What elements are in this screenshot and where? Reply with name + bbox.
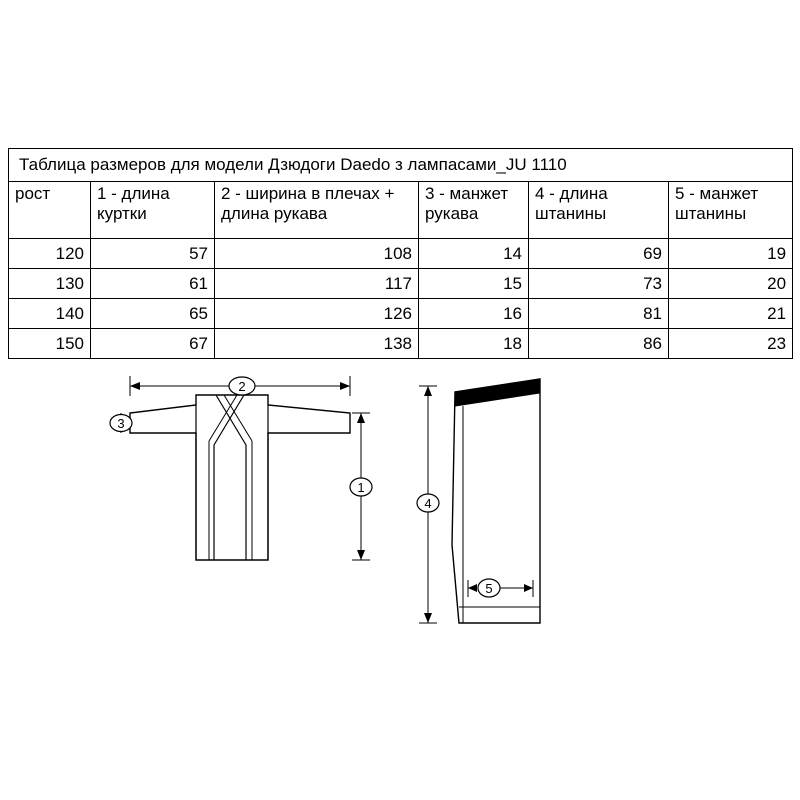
- cell-pant-length: 86: [529, 329, 669, 359]
- cell-jacket-length: 61: [91, 269, 215, 299]
- cell-pant-length: 69: [529, 239, 669, 269]
- cell-rost: 140: [9, 299, 91, 329]
- jacket-diagram: [110, 376, 372, 560]
- callout-label-3: 3: [117, 416, 125, 431]
- cell-sleeve-cuff: 14: [419, 239, 529, 269]
- cell-pant-cuff: 21: [669, 299, 793, 329]
- cell-sleeve-cuff: 16: [419, 299, 529, 329]
- callout-2: [229, 377, 255, 395]
- table-row: [9, 269, 793, 299]
- callout-label-2: 2: [238, 379, 246, 394]
- cell-shoulder-sleeve: 117: [215, 269, 419, 299]
- cell-shoulder-sleeve: 126: [215, 299, 419, 329]
- garment-diagrams: [0, 345, 800, 665]
- column-header-shoulder-sleeve: 2 - ширина в плечах + длина рукава: [215, 182, 419, 239]
- cell-pant-length: 73: [529, 269, 669, 299]
- table-title-row: [9, 149, 793, 182]
- figures-area: [0, 345, 800, 665]
- table-row: [9, 299, 793, 329]
- cell-pant-cuff: 23: [669, 329, 793, 359]
- cell-shoulder-sleeve: 108: [215, 239, 419, 269]
- cell-pant-cuff: 20: [669, 269, 793, 299]
- cell-jacket-length: 65: [91, 299, 215, 329]
- callout-label-1: 1: [357, 480, 365, 495]
- callout-5: [478, 579, 500, 597]
- cell-sleeve-cuff: 18: [419, 329, 529, 359]
- cell-pant-cuff: 19: [669, 239, 793, 269]
- cell-jacket-length: 67: [91, 329, 215, 359]
- cell-shoulder-sleeve: 138: [215, 329, 419, 359]
- column-header-pant-length: 4 - длина штанины: [529, 182, 669, 239]
- page-title: Таблица размеров для модели Дзюдоги Daedo з лампасами_JU 1110: [9, 149, 793, 182]
- size-table-container: [8, 148, 792, 359]
- table-header-row: [9, 182, 793, 239]
- cell-rost: 150: [9, 329, 91, 359]
- size-table: [8, 148, 793, 359]
- cell-rost: 120: [9, 239, 91, 269]
- column-header-rost: рост: [9, 182, 91, 239]
- column-header-jacket-length: 1 - длина куртки: [91, 182, 215, 239]
- column-header-sleeve-cuff: 3 - манжет рукава: [419, 182, 529, 239]
- cell-sleeve-cuff: 15: [419, 269, 529, 299]
- callout-1: [350, 478, 372, 496]
- callout-label-5: 5: [485, 581, 493, 596]
- column-header-pant-cuff: 5 - манжет штанины: [669, 182, 793, 239]
- cell-rost: 130: [9, 269, 91, 299]
- table-row: [9, 239, 793, 269]
- cell-pant-length: 81: [529, 299, 669, 329]
- callout-4: [417, 494, 439, 512]
- callout-label-4: 4: [424, 496, 432, 511]
- pants-diagram: [417, 379, 540, 623]
- callout-3: [110, 415, 132, 432]
- cell-jacket-length: 57: [91, 239, 215, 269]
